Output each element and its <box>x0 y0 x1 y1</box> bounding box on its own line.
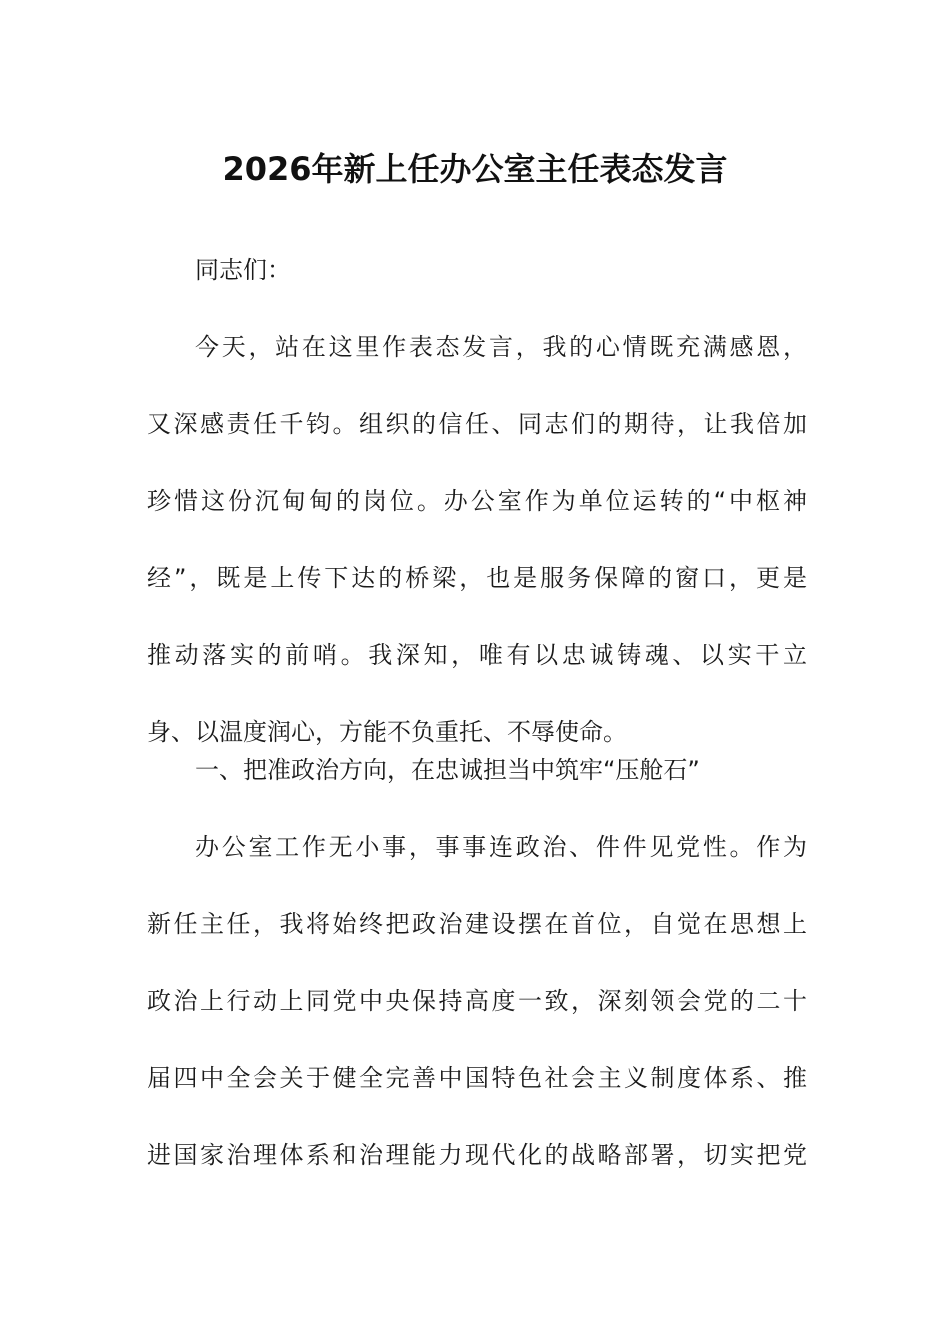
section-heading: 一、把准政治方向，在忠诚担当中筑牢“压舱石” <box>195 756 700 784</box>
paragraph-line: 又深感责任千钧。组织的信任、同志们的期待，让我倍加 <box>147 410 807 438</box>
paragraph-line: 届四中全会关于健全完善中国特色社会主义制度体系、推 <box>147 1064 807 1092</box>
salutation: 同志们： <box>195 256 291 284</box>
paragraph-line: 今天，站在这里作表态发言，我的心情既充满感恩， <box>195 333 807 361</box>
paragraph-line: 经”，既是上传下达的桥梁，也是服务保障的窗口，更是 <box>147 564 807 592</box>
paragraph-line: 办公室工作无小事，事事连政治、件件见党性。作为 <box>195 833 807 861</box>
paragraph-line: 进国家治理体系和治理能力现代化的战略部署，切实把党 <box>147 1141 807 1169</box>
paragraph-line: 身、以温度润心，方能不负重托、不辱使命。 <box>147 718 627 746</box>
paragraph-line: 珍惜这份沉甸甸的岗位。办公室作为单位运转的“中枢神 <box>147 487 807 515</box>
paragraph-line: 新任主任，我将始终把政治建设摆在首位，自觉在思想上 <box>147 910 807 938</box>
document-title: 2026年新上任办公室主任表态发言 <box>222 150 728 188</box>
paragraph-line: 推动落实的前哨。我深知，唯有以忠诚铸魂、以实干立 <box>147 641 807 669</box>
paragraph-line: 政治上行动上同党中央保持高度一致，深刻领会党的二十 <box>147 987 807 1015</box>
